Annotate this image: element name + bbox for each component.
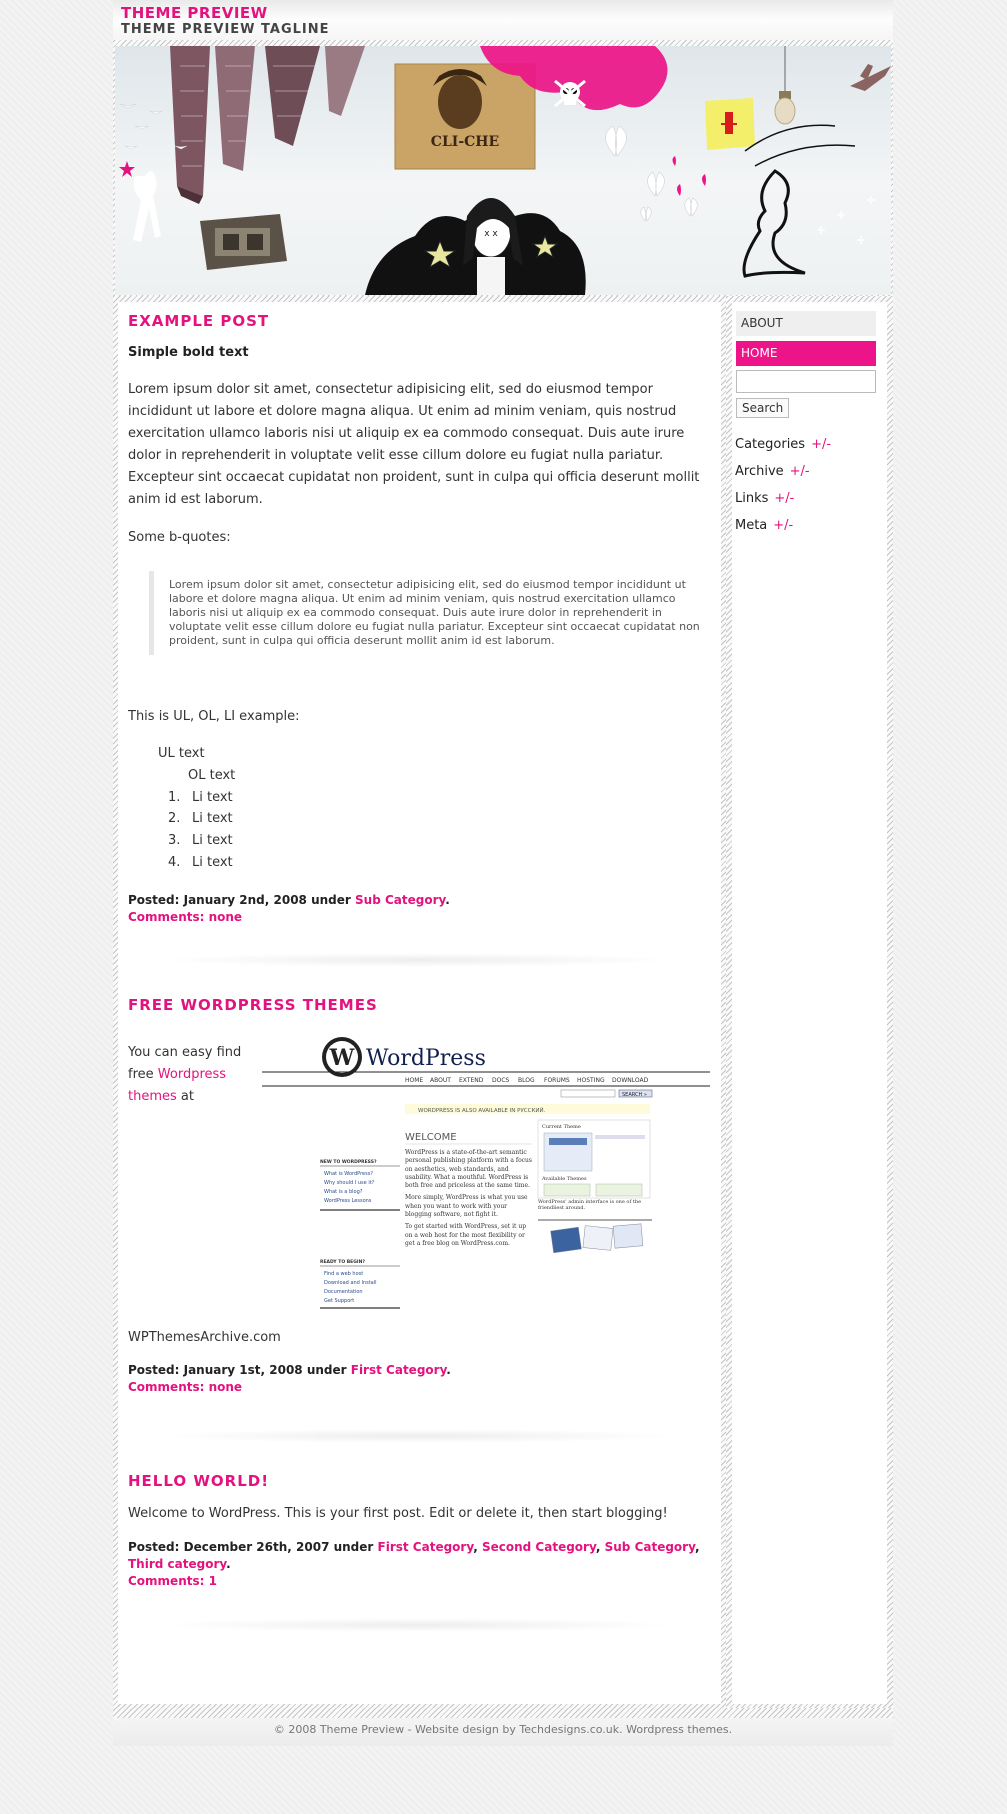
toggle-icon[interactable]: +/- (773, 518, 794, 533)
skyscrapers-graphic (170, 46, 365, 204)
post-title-free-themes[interactable]: FREE WORDPRESS THEMES (128, 996, 378, 1014)
posted-label: Posted: January 2nd, 2008 under (128, 893, 351, 907)
footer-text: © 2008 Theme Preview - Website design by Techdesigns.co.uk. Wordpress themes. (273, 1723, 733, 1736)
sidebar-widget-meta[interactable]: Meta +/- (735, 518, 794, 533)
svg-text:Get Support: Get Support (324, 1298, 355, 1304)
bquote-intro: Some b-quotes: (128, 530, 231, 545)
post-title-hello-world[interactable]: HELLO WORLD! (128, 1472, 270, 1490)
plane-graphic (850, 64, 891, 91)
svg-text:WELCOME: WELCOME (405, 1132, 457, 1143)
crosses-graphic (817, 196, 875, 244)
toggle-icon[interactable]: +/- (789, 464, 810, 479)
light-bulb-graphic (775, 46, 795, 124)
post-separator (158, 953, 678, 967)
svg-text:Documentation: Documentation (324, 1289, 363, 1295)
posted-label: Posted: December 26th, 2007 under (128, 1540, 374, 1554)
svg-text:Available Themes: Available Themes (542, 1176, 587, 1182)
li-number: 1. (168, 790, 181, 805)
svg-text:Why should I use it?: Why should I use it? (324, 1180, 375, 1186)
blockquote: Lorem ipsum dolor sit amet, consectetur adipisicing elit, sed do eiusmod tempor incididunt ut labore et dolore magna aliqua. Ut enim ad minim veniam, quis nostrud exercitation ullamco laboris nisi ut aliquip ex ea commodo consequat. Duis aute irure dolor in reprehenderit in voluptate velit esse cillum dolore eu fugiat nulla pariatur. Excepteur sint occaecat cupidatat non proident, sunt in culpa qui officia deserunt mollit anim id est laborum. (149, 571, 709, 655)
post-paragraph: Welcome to WordPress. This is your first post. Edit or delete it, then start blogging! (128, 1506, 668, 1521)
poster-text: CLI-CHE (430, 134, 500, 150)
svg-text:Download and Install: Download and Install (324, 1280, 377, 1286)
sidebar-widget-links[interactable]: Links +/- (735, 491, 795, 506)
svg-text:EXTEND: EXTEND (459, 1077, 484, 1084)
themes-source-text: WPThemesArchive.com (128, 1330, 281, 1345)
post-meta: Posted: December 26th, 2007 under First Category, Second Category, Sub Category, Third category. Comments: 1 (128, 1540, 700, 1588)
ul-item: UL text (158, 746, 205, 761)
graffiti-brick-graphic (200, 214, 287, 270)
star-graphic (119, 161, 135, 177)
svg-text:Find a web host: Find a web host (324, 1271, 364, 1277)
sidebar-page-about[interactable]: ABOUT (736, 311, 876, 336)
posted-label: Posted: January 1st, 2008 under (128, 1363, 347, 1377)
sidebar-widget-archive[interactable]: Archive +/- (735, 464, 810, 479)
svg-text:WordPress Lessons: WordPress Lessons (324, 1198, 372, 1204)
post-intro-text: You can easy find free Wordpress themes at (128, 1045, 242, 1104)
post-meta: Posted: January 1st, 2008 under First Category. Comments: none (128, 1363, 451, 1394)
main-content (118, 302, 721, 1704)
category-link[interactable]: First Category (377, 1540, 474, 1554)
comments-link[interactable]: Comments: 1 (128, 1574, 217, 1588)
li-item: Li text (192, 855, 233, 870)
svg-text:HOSTING: HOSTING (577, 1077, 605, 1084)
svg-text:W: W (329, 1045, 355, 1071)
category-link[interactable]: First Category (350, 1363, 447, 1377)
ol-label: OL text (188, 768, 236, 783)
butterflies-graphic (605, 126, 697, 221)
sidebar-page-home[interactable]: HOME (736, 341, 876, 366)
site-title[interactable]: THEME PREVIEW (121, 4, 268, 22)
wordpress-site-image: W WordPress HOME ABOUT EXTEND DOCS BLOG FORUMS HOSTING DOWNLOAD SEARCH » WORDPRESS IS ALSO AVAILABLE IN РУССКИЙ. WELCOME NEW TO WORDPRESS? What is WordPress? Why should I use it? What is a blog? WordPress Lessons READY TO BEGIN? Find a web host Download and Install Documentation Get Support WordPress is a state-of-the-art semantic personal publishing platform with a focus on aesthetics, web standards, and usability. What a mouthful. WordPress is both free and priceless at the same time. More simply, WordPress is what you use when you want to work with your blogging software, not fight it. To get started with WordPress, set it up on a web host for the most flexibility or get a free blog on WordPress.com. Current Theme Available Themes WordPress' admin interface is one of the friendliest around. (262, 1032, 710, 1314)
li-number: 3. (168, 833, 181, 848)
site-tagline: THEME PREVIEW TAGLINE (121, 22, 330, 37)
svg-text:HOME: HOME (405, 1077, 424, 1084)
bottom-border (113, 1708, 893, 1718)
footer (113, 1718, 893, 1746)
wordpress-logo-text: WordPress (366, 1046, 486, 1071)
dancer-silhouette (133, 171, 161, 242)
category-link[interactable]: Second Category (481, 1540, 596, 1554)
page-wrapper (113, 0, 893, 1746)
wordpress-themes-link[interactable]: Wordpress themes (128, 1067, 227, 1104)
post-meta: Posted: January 2nd, 2008 under Sub Category. Comments: none (128, 893, 450, 924)
svg-text:ABOUT: ABOUT (430, 1077, 451, 1084)
svg-text:What is a blog?: What is a blog? (324, 1189, 363, 1195)
svg-text:DOCS: DOCS (492, 1077, 510, 1084)
svg-text:Current Theme: Current Theme (542, 1124, 581, 1130)
li-item: Li text (192, 790, 233, 805)
sidebar-widget-categories[interactable]: Categories +/- (735, 437, 832, 452)
svg-text:DOWNLOAD: DOWNLOAD (612, 1077, 649, 1084)
category-link[interactable]: Sub Category (604, 1540, 695, 1554)
toggle-icon[interactable]: +/- (811, 437, 832, 452)
list-intro: This is UL, OL, LI example: (128, 709, 300, 724)
post-separator (158, 1429, 678, 1443)
toggle-icon[interactable]: +/- (774, 491, 795, 506)
li-item: Li text (192, 833, 233, 848)
wordpress-screenshot[interactable] (262, 1032, 710, 1314)
li-item: Li text (192, 811, 233, 826)
post-paragraph: Lorem ipsum dolor sit amet, consectetur adipisicing elit, sed do eiusmod tempor incididunt ut labore et dolore magna aliqua. Ut enim ad minim veniam, quis nostrud exercitation ullamco laboris nisi ut aliquip ex ea commodo consequat. Duis aute irure dolor in reprehenderit in voluptate velit esse cillum dolore eu fugiat nulla pariatur. Excepteur sint occaecat cupidatat non proident, sunt in culpa qui officia deserunt mollit anim id est laborum. (128, 382, 700, 507)
comments-link[interactable]: Comments: none (128, 1380, 243, 1394)
header-banner (115, 46, 891, 295)
header-illustration (115, 46, 891, 295)
sidebar (732, 302, 887, 1704)
sticky-note-graphic (705, 98, 755, 150)
post-bold-text: Simple bold text (128, 345, 249, 360)
search-input[interactable] (736, 370, 876, 393)
li-number: 2. (168, 811, 181, 826)
search-button[interactable]: Search (736, 398, 789, 418)
svg-text:WORDPRESS IS ALSO AVAILABLE IN: WORDPRESS IS ALSO AVAILABLE IN РУССКИЙ. (418, 1108, 546, 1114)
pink-butterflies-graphic (673, 156, 707, 196)
poster-graphic (395, 64, 535, 169)
svg-text:What is WordPress?: What is WordPress? (324, 1171, 373, 1177)
svg-text:NEW TO WORDPRESS?: NEW TO WORDPRESS? (320, 1160, 377, 1165)
svg-text:BLOG: BLOG (518, 1077, 535, 1084)
post-separator (158, 1618, 678, 1632)
top-bar (113, 0, 893, 44)
category-link[interactable]: Third category (128, 1557, 227, 1571)
svg-text:x x: x x (484, 229, 498, 239)
face-profile-graphic (744, 171, 805, 276)
comments-link[interactable]: Comments: none (128, 910, 243, 924)
post-title-example[interactable]: EXAMPLE POST (128, 312, 270, 330)
svg-text:FORUMS: FORUMS (544, 1077, 570, 1084)
svg-text:SEARCH »: SEARCH » (622, 1092, 647, 1098)
svg-text:READY TO BEGIN?: READY TO BEGIN? (320, 1260, 365, 1265)
li-number: 4. (168, 855, 181, 870)
category-link[interactable]: Sub Category (355, 893, 446, 907)
